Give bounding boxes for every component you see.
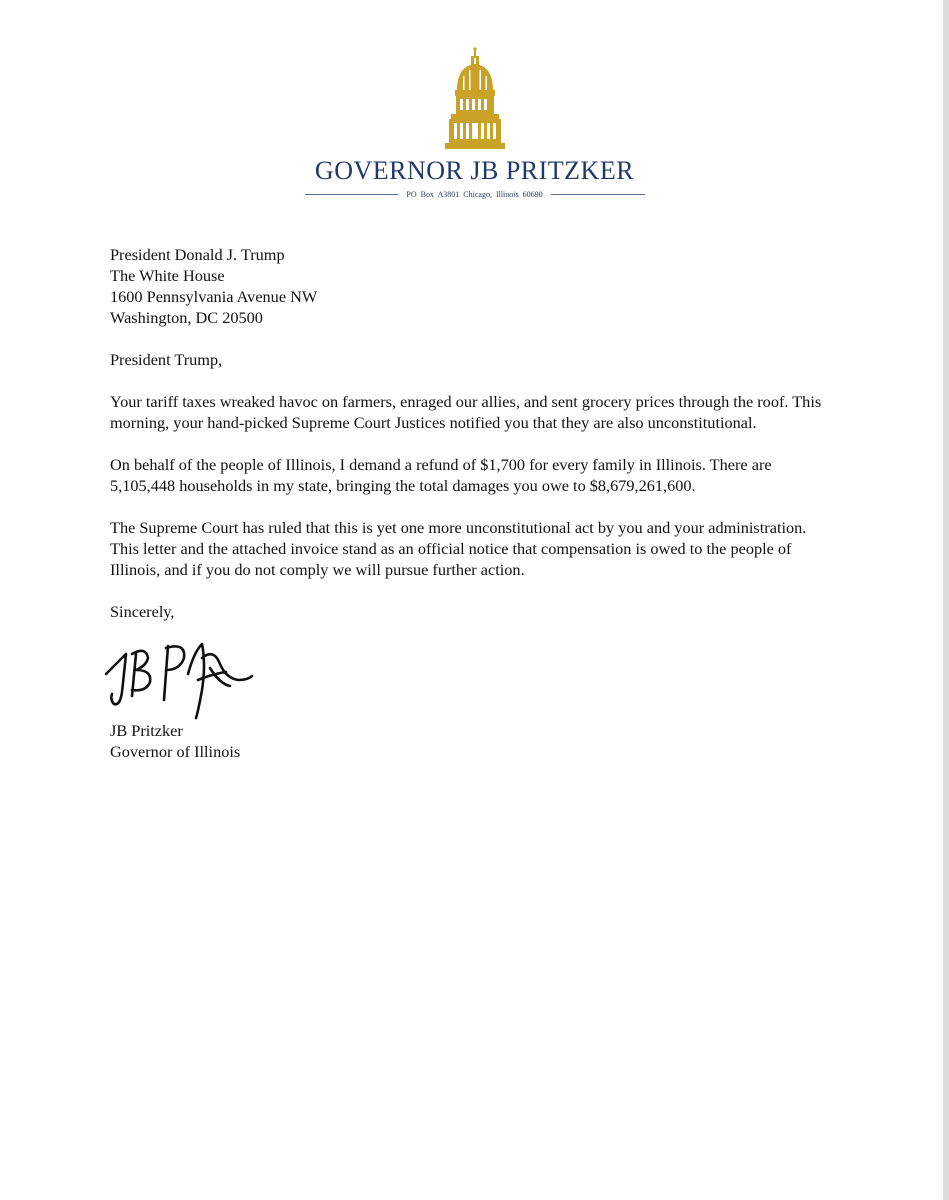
capitol-dome-icon <box>445 46 505 150</box>
signer-name: JB Pritzker <box>110 721 183 740</box>
recipient-line-3: 1600 Pennsylvania Avenue NW <box>110 287 318 306</box>
recipient-address <box>110 244 830 328</box>
paragraph-1: Your tariff taxes wreaked havoc on farmers, enraged our allies, and sent grocery prices through the roof. This morning, your hand-picked Supreme Court Justices notified you that they are also unconstitutional. <box>110 392 822 432</box>
letterhead-address-line <box>305 190 645 199</box>
closing: Sincerely, <box>110 602 175 621</box>
right-rule <box>551 194 645 195</box>
salutation: President Trump, <box>110 350 223 369</box>
left-rule <box>305 194 399 195</box>
letterhead-address: PO Box A3801 Chicago, Illinois 60690 <box>406 190 543 199</box>
handwritten-signature <box>102 634 262 720</box>
recipient-line-4: Washington, DC 20500 <box>110 308 263 327</box>
signer-title: Governor of Illinois <box>110 742 241 761</box>
paragraph-2: On behalf of the people of Illinois, I demand a refund of $1,700 for every family in Illinois. There are 5,105,448 households in my state, bringing the total damages you owe to $8,679,261,600. <box>110 455 772 495</box>
letterhead-name: GOVERNOR JB PRITZKER <box>314 156 635 185</box>
letter-body <box>110 244 830 762</box>
signature-block <box>110 720 830 762</box>
recipient-line-1: President Donald J. Trump <box>110 245 285 264</box>
letterhead <box>0 46 949 199</box>
paragraph-3: The Supreme Court has ruled that this is yet one more unconstitutional act by you and your administration. This letter and the attached invoice stand as an official notice that compensation is owed to the people of Illinois, and if you do not comply we will pursue further action. <box>110 518 807 579</box>
recipient-line-2: The White House <box>110 266 225 285</box>
